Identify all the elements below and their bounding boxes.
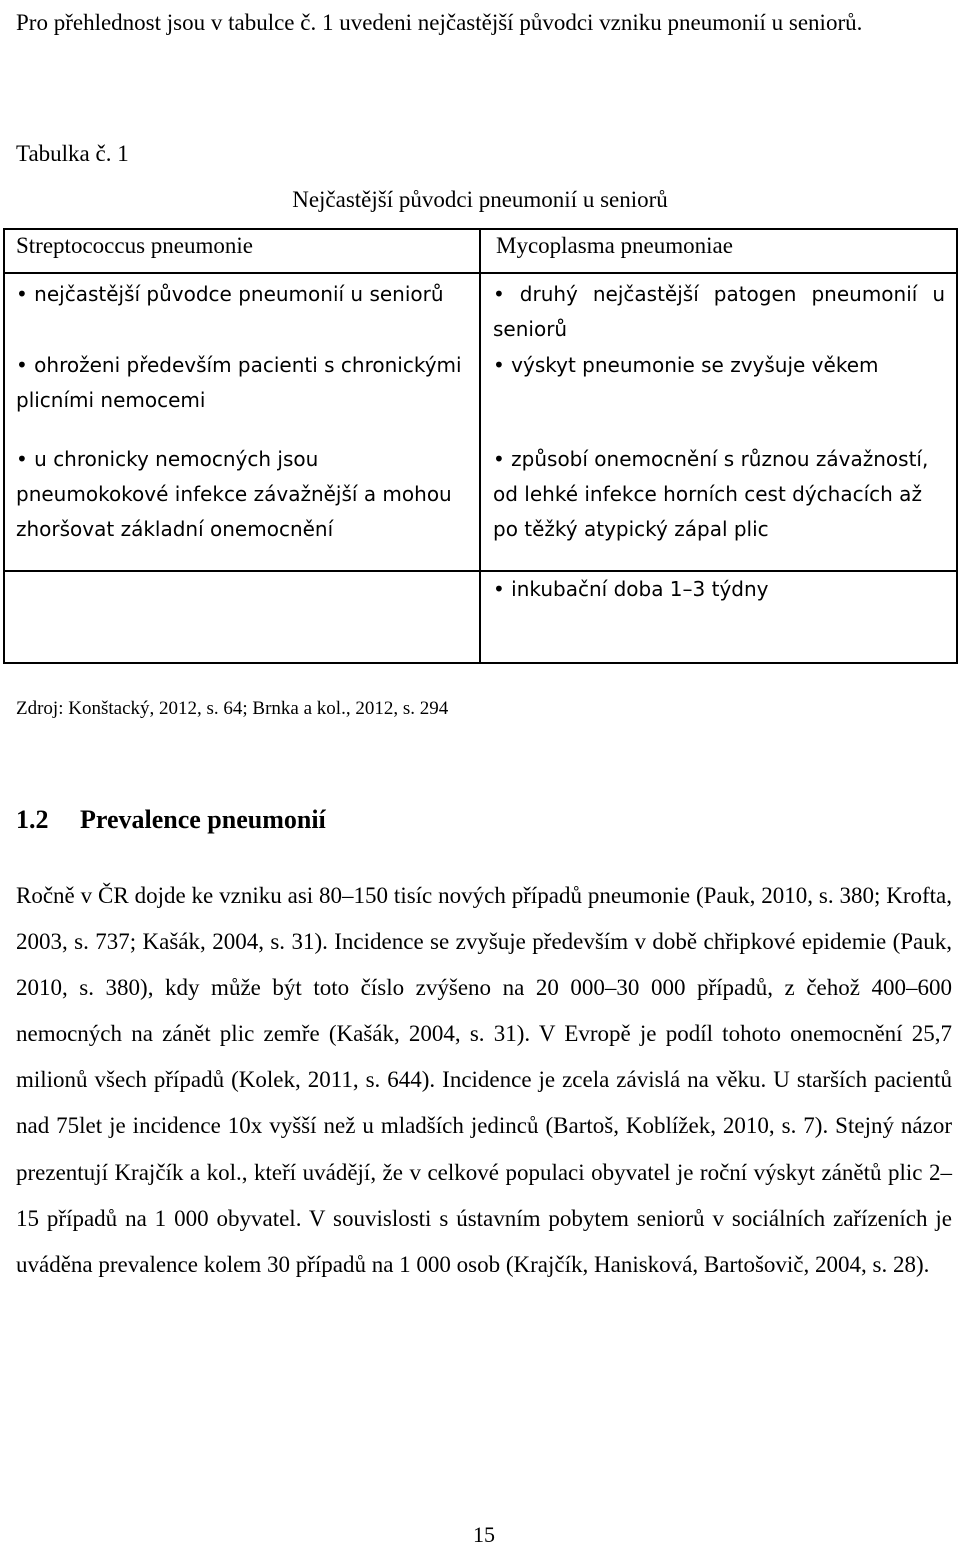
right-item-4 <box>493 572 945 607</box>
list-item: • nejčastější původce pneumonií u seniorů <box>16 282 444 306</box>
list-item: • ohroženi především pacienti s chronickými plicními nemocemi <box>16 353 462 412</box>
list-item: • u chronicky nemocných jsou pneumokokové infekce závažnější a mohou zhoršovat základní onemocnění <box>16 447 452 541</box>
table-border-right <box>956 228 958 664</box>
body-paragraph: Ročně v ČR dojde ke vzniku asi 80–150 tisíc nových případů pneumonie (Pauk, 2010, s. 380; Krofta, 2003, s. 737; Kašák, 2004, s. 31). Incidence se zvyšuje především v době chřipkové epidemie (Pauk, 2010, s. 380), kdy může být toto číslo zvýšeno na 20 000–30 000 případů, z čehož 400–600 nemocných na zánět plic zemře (Kašák, 2004, s. 31). V Evropě je podíl tohoto onemocnění 25,7 milionů všech případů (Kolek, 2011, s. 644). Incidence je zcela závislá na věku. U starších pacientů nad 75let je incidence 10x vyšší než u mladších jedinců (Bartoš, Koblížek, 2010, s. 7). Stejný názor prezentují Krajčík a kol., kteří uvádějí, že v celkové populaci obyvatel je roční výskyt zánětů plic 2–15 případů na 1 000 obyvatel. V souvislosti s ústavním pobytem seniorů v sociálních zařízeních je uváděna prevalence kolem 30 případů na 1 000 osob (Krajčík, Hanisková, Bartošovič, 2004, s. 28). <box>16 883 952 1277</box>
table-source: Zdroj: Konštacký, 2012, s. 64; Brnka a kol., 2012, s. 294 <box>16 698 449 719</box>
section-title: Prevalence pneumonií <box>80 805 326 834</box>
right-item-3 <box>493 442 941 547</box>
page-number: 15 <box>473 1522 495 1547</box>
left-item-2 <box>16 348 466 418</box>
table-border-left <box>3 228 5 664</box>
table-caption: Tabulka č. 1 <box>16 141 129 166</box>
list-item: • druhý nejčastější patogen pneumonií u seniorů <box>493 282 945 341</box>
column-header-mycoplasma: Mycoplasma pneumoniae <box>496 233 733 258</box>
section-heading <box>16 800 326 840</box>
left-item-3 <box>16 442 456 547</box>
list-item: • způsobí onemocnění s různou závažností, od lehké infekce horních cest dýchacích až po těžký atypický zápal plic <box>493 447 929 541</box>
list-item: • inkubační doba 1–3 týdny <box>493 577 769 601</box>
section-number: 1.2 <box>16 805 49 834</box>
intro-paragraph: Pro přehlednost jsou v tabulce č. 1 uvedeni nejčastější původci vzniku pneumonií u seniorů. <box>16 10 863 35</box>
right-item-1 <box>493 277 945 347</box>
list-item: • výskyt pneumonie se zvyšuje věkem <box>493 353 879 377</box>
right-item-2 <box>493 348 945 383</box>
left-item-1 <box>16 277 466 312</box>
table-title: Nejčastější původci pneumonií u seniorů <box>292 187 668 212</box>
table-column-divider <box>479 228 481 664</box>
column-header-streptococcus: Streptococcus pneumonie <box>16 233 253 258</box>
